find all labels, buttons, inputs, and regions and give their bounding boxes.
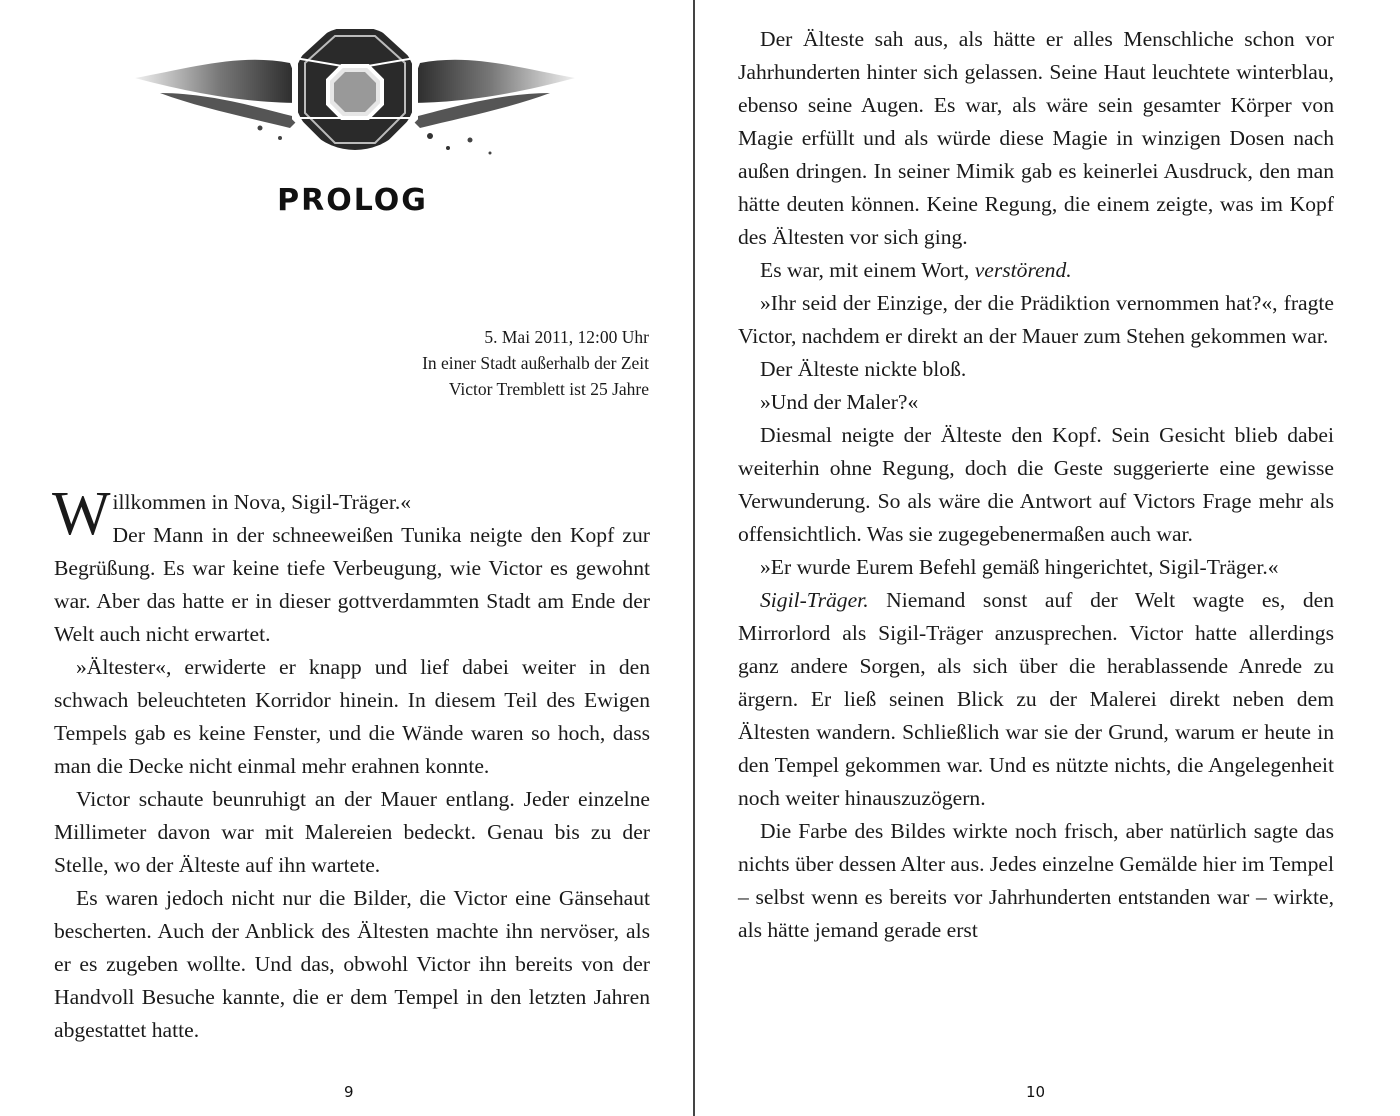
chapter-title: PROLOG <box>277 183 428 218</box>
paragraph: »Ältester«, erwiderte er knapp und lief dabei weiter in den schwach beleuchteten Korridor hinein. In diesem Teil des Ewigen Tempels gab es keine Fenster, und die Wände waren so hoch, dass man die Decke nicht einmal mehr erahnen konnte. <box>54 655 650 778</box>
paragraph: »Er wurde Eurem Befehl gemäß hingerichtet, Sigil-Träger.« <box>760 555 1279 579</box>
paragraph <box>738 254 1334 287</box>
italic-word: verstörend. <box>974 258 1072 282</box>
paragraph: Es waren jedoch nicht nur die Bilder, die Victor eine Gänsehaut bescherten. Auch der Anblick des Ältesten machte ihn nervöser, als er es zugeben wollte. Und das, obwohl Victor ihn bereits von der Handvoll Besuche kannte, die er dem Tempel in den letzten Jahren abgestattet hatte. <box>54 886 650 1042</box>
paragraph-prefix: Es war, mit einem Wort, <box>760 258 975 282</box>
paragraph: Die Farbe des Bildes wirkte noch frisch, aber natürlich sagte das nichts über dessen Alter aus. Jedes einzelne Gemälde hier im Tempel – selbst wenn es bereits vor Jahrhunderten entstanden war – wirkte, als hätte jemand gerade erst <box>738 819 1334 942</box>
right-body-text <box>738 23 1334 947</box>
paragraph-rest: Niemand sonst auf der Welt wagte es, den Mirrorlord als Sigil-Träger anzusprechen. Victor hatte allerdings ganz andere Sorgen, als sich über die herablassende Anrede zu ärgern. Er ließ seinen Blick zu der Malerei direkt neben dem Ältesten wandern. Schließlich war sie der Grund, warum er heute in den Tempel gekommen war. Und es nützte nichts, die Angelegenheit noch weiter hinauszuzögern. <box>738 588 1334 810</box>
paragraph: »Und der Maler?« <box>760 390 919 414</box>
opening-paragraph-rest: Der Mann in der schneeweißen Tunika neigte den Kopf zur Begrüßung. Es war keine tiefe Verbeugung, wie Victor es gewohnt war. Aber das hatte er in dieser gottverdammten Stadt am Ende der Welt auch nicht erwartet. <box>54 523 650 646</box>
left-body-text <box>52 480 650 1047</box>
paragraph: Der Älteste sah aus, als hätte er alles Menschliche schon vor Jahrhunderten hinter sich gelassen. Seine Haut leuchtete winterblau, ebenso seine Augen. Es war, als wäre sein gesamter Körper von Magie erfüllt und als würde diese Magie in winzigen Dosen nach außen dringen. In seiner Mimik gab es keinerlei Ausdruck, den man hätte deuten können. Keine Regung, die einem zeigte, was im Kopf des Ältesten vor sich ging. <box>738 27 1334 249</box>
page-number-left: 9 <box>344 1083 354 1101</box>
dateline-date: 5. Mai 2011, 12:00 Uhr <box>484 327 649 347</box>
left-page <box>0 0 695 1116</box>
dateline-place: In einer Stadt außerhalb der Zeit <box>422 353 649 373</box>
page-number-right: 10 <box>1026 1083 1046 1101</box>
italic-word: Sigil-Träger. <box>760 588 869 612</box>
dateline-character: Victor Tremblett ist 25 Jahre <box>448 379 649 399</box>
paragraph: Victor schaute beunruhigt an der Mauer entlang. Jeder einzelne Millimeter davon war mit Malereien bedeckt. Genau bis zu der Stelle, wo der Älteste auf ihn wartete. <box>54 787 650 877</box>
opening-paragraph <box>52 480 650 651</box>
drop-cap: W <box>52 480 111 548</box>
paragraph: Der Älteste nickte bloß. <box>760 357 967 381</box>
opening-first-line: illkommen in Nova, Sigil-Träger.« <box>112 490 412 514</box>
paragraph: Diesmal neigte der Älteste den Kopf. Sein Gesicht blieb dabei weiterhin ohne Regung, doch die Geste suggerierte eine gewisse Verwunderung. So als wäre die Antwort auf Victors Frage mehr als offensichtlich. Was sie zugegebenermaßen auch war. <box>738 423 1334 546</box>
book-gutter <box>693 0 695 1116</box>
dateline <box>422 324 649 402</box>
paragraph <box>738 584 1334 815</box>
sigil-emblem-icon <box>130 8 580 168</box>
paragraph: »Ihr seid der Einzige, der die Prädiktion vernommen hat?«, fragte Victor, nachdem er direkt an der Mauer zum Stehen gekommen war. <box>738 291 1334 348</box>
